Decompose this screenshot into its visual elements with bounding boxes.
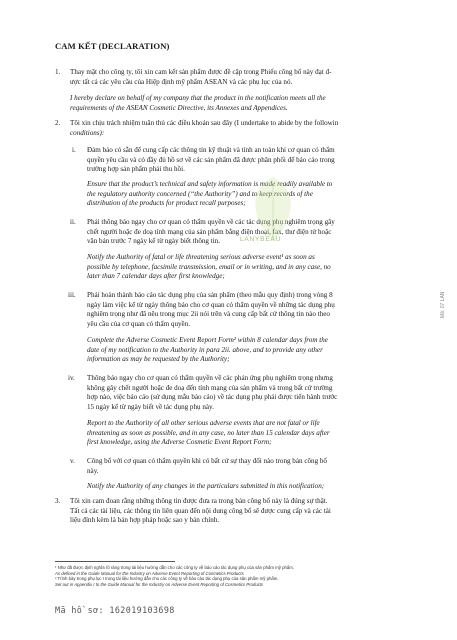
text-line: Đảm bảo có sẵn để cung cấp các thông tin kỹ thuật và tính an toàn khi cơ quan có thẩm (87, 146, 335, 154)
item-ii-number: ii. (70, 218, 76, 226)
text-line: date of my notification to the Authority in para 2ii. above, and to provide any other (87, 345, 323, 354)
text-line: the regulatory authority concerned (“the Authority”) and to keep records of the (87, 189, 313, 198)
text-line: threatening as soon as possible, and in any case, no later than 15 calendar days after (87, 428, 330, 437)
text-line: này. (87, 466, 99, 475)
text-line: Công bố với cơ quan có thẩm quyền khi có bất cứ sự thay đổi nào trong bản công bố (87, 457, 327, 465)
item-i-vietnamese (87, 146, 335, 175)
declaration-title: CAM KẾT (DECLARATION) (55, 41, 170, 51)
text-line: ngày làm việc kể từ ngày thông báo cho cơ quan có thẩm quyền về những tác dụng phụ (87, 300, 335, 309)
text-line: later than 7 calendar days after first knowledge; (87, 272, 225, 281)
text-line: distribution of the products for product recall purposes; (87, 199, 246, 208)
text-line: Tôi xin cam đoan rằng những thông tin được đưa ra trong bản công bố này là đúng sự thật. (70, 497, 328, 505)
text-line: conditions): (70, 128, 105, 137)
item-iii-english (87, 336, 328, 365)
section-3-text (70, 497, 331, 526)
text-line: quyền yêu cầu và có đầy đủ hồ sơ về các sản phẩm đã được phân phối để báo cáo trong (87, 155, 335, 164)
item-i-number: i. (72, 146, 76, 154)
footnote-1-vi: ¹ Như đã được định nghĩa rõ ràng trong tài liệu hướng dẫn cho các công ty về báo cáo tác dụng phụ của sản phẩm mỹ phẩm. (55, 565, 295, 570)
footnote-divider (55, 561, 175, 562)
text-line: hợp nào, việc báo cáo (sử dụng mẫu báo cáo) về tác dụng phụ phải được tiến hành trước (87, 393, 338, 402)
text-line: Thay mặt cho công ty, tôi xin cam kết sản phẩm được đề cập trong Phiếu công bố này đạt đ- (70, 68, 332, 76)
item-v-vietnamese (87, 457, 327, 476)
item-iv-english (87, 419, 330, 448)
text-line: 15 ngày kể từ ngày biết về tác dụng phụ này. (87, 402, 214, 411)
text-line: Ensure that the product’s technical and safety information is made readily available to (87, 180, 333, 188)
text-line: first knowledge, using the Adverse Cosmetic Event Report Form; (87, 438, 272, 447)
text-line: Report to the Authority of all other serious adverse events that are not fatal or life (87, 419, 320, 427)
text-line: Tôi xin chịu trách nhiệm tuân thủ các điều khoản sau đây (I undertake to abide by the followin (70, 119, 339, 127)
dossier-code: Mã hồ sơ: 162019103698 (55, 605, 175, 615)
section-2-number: 2. (55, 119, 61, 127)
section-1-vietnamese (70, 68, 331, 87)
side-margin-mark: Mã: 07 LAN (440, 291, 446, 318)
text-line: chết người hoặc đe doạ tính mạng của sản phẩm bằng điện thoại, fax, thư điện tử hoặc (87, 227, 332, 236)
text-line: Tất cả các tài liệu, các thông tin liên quan đến nội dung công bố sẽ được cung cấp và các tài (70, 506, 331, 515)
text-line: Thông báo ngay cho cơ quan có thẩm quyền về các phản ứng phụ nghiêm trọng nhưng (87, 374, 333, 382)
footnote-2-vi: ² Trình bày trong phụ lục I trong tài liệu hướng dẫn cho các công ty về báo cáo tác dụng phụ của sản phẩm mỹ phẩm. (55, 576, 279, 581)
text-line: liệu đính kèm là bản hợp pháp hoặc sao y bản chính. (70, 516, 220, 525)
text-line: trường hợp sản phẩm phải thu hồi. (87, 165, 185, 174)
item-iv-number: iv. (68, 374, 75, 382)
text-line: không gây chết người hoặc đe doạ đến tính mạng của sản phẩm và trong bất cứ trường (87, 383, 333, 392)
text-line: Phải hoàn thành báo cáo tác dụng phụ của sản phẩm (theo mẫu quy định) trong vòng 8 (87, 291, 333, 299)
text-line: yêu cầu của cơ quan có thẩm quyền. (87, 319, 191, 328)
section-1-english (70, 94, 326, 113)
text-line: Notify the Authority of fatal or life threatening serious adverse event¹ as soon as (87, 253, 315, 261)
text-line: possible by telephone, facsimile transmission, email or in writing, and in any case, no (87, 262, 331, 271)
text-line: Notify the Authority of any changes in the particulars submitted in this notification; (87, 482, 325, 490)
item-v-english (87, 482, 324, 492)
text-line: Complete the Adverse Cosmetic Event Report Form² within 8 calendar days from the (87, 336, 328, 344)
text-line: information as may be requested by the Authority; (87, 355, 230, 364)
section-3-number: 3. (55, 497, 61, 505)
item-iv-vietnamese (87, 374, 337, 412)
text-line: requirements of the ASEAN Cosmetic Directive, its Annexes and Appendices. (70, 103, 288, 112)
item-iii-number: iii. (68, 291, 76, 299)
item-iii-vietnamese (87, 291, 335, 329)
item-ii-english (87, 253, 331, 282)
text-line: văn bản trước 7 ngày kể từ ngày biết thông tin. (87, 237, 220, 246)
section-2-intro (70, 119, 338, 138)
footnote-2-en: Set out in Appendix I to the Guide Manual for the Industry on Adverse Event Reporting of Cosmetics Products (55, 581, 264, 587)
text-line: I hereby declare on behalf of my company that the product in the notification meets all the (70, 94, 326, 102)
watermark-text: LANYBEAU (240, 236, 282, 243)
text-line: ược tất cả các yêu cầu của Hiệp định mỹ phẩm ASEAN và các phụ lục của nó. (70, 77, 293, 86)
item-v-number: v. (70, 457, 75, 465)
section-1-number: 1. (55, 68, 61, 76)
text-line: Phải thông báo ngay cho cơ quan có thẩm quyền về các tác dụng phụ nghiêm trọng gây (87, 218, 335, 226)
text-line: nghiêm trọng như đã nêu trong mục 2ii nói trên và cung cấp bất cứ thông tin nào theo (87, 310, 330, 319)
footnote-1-en: As defined in the Guide Manual for the Industry on Adverse Event Reporting of Cosmetics Products (55, 570, 244, 576)
